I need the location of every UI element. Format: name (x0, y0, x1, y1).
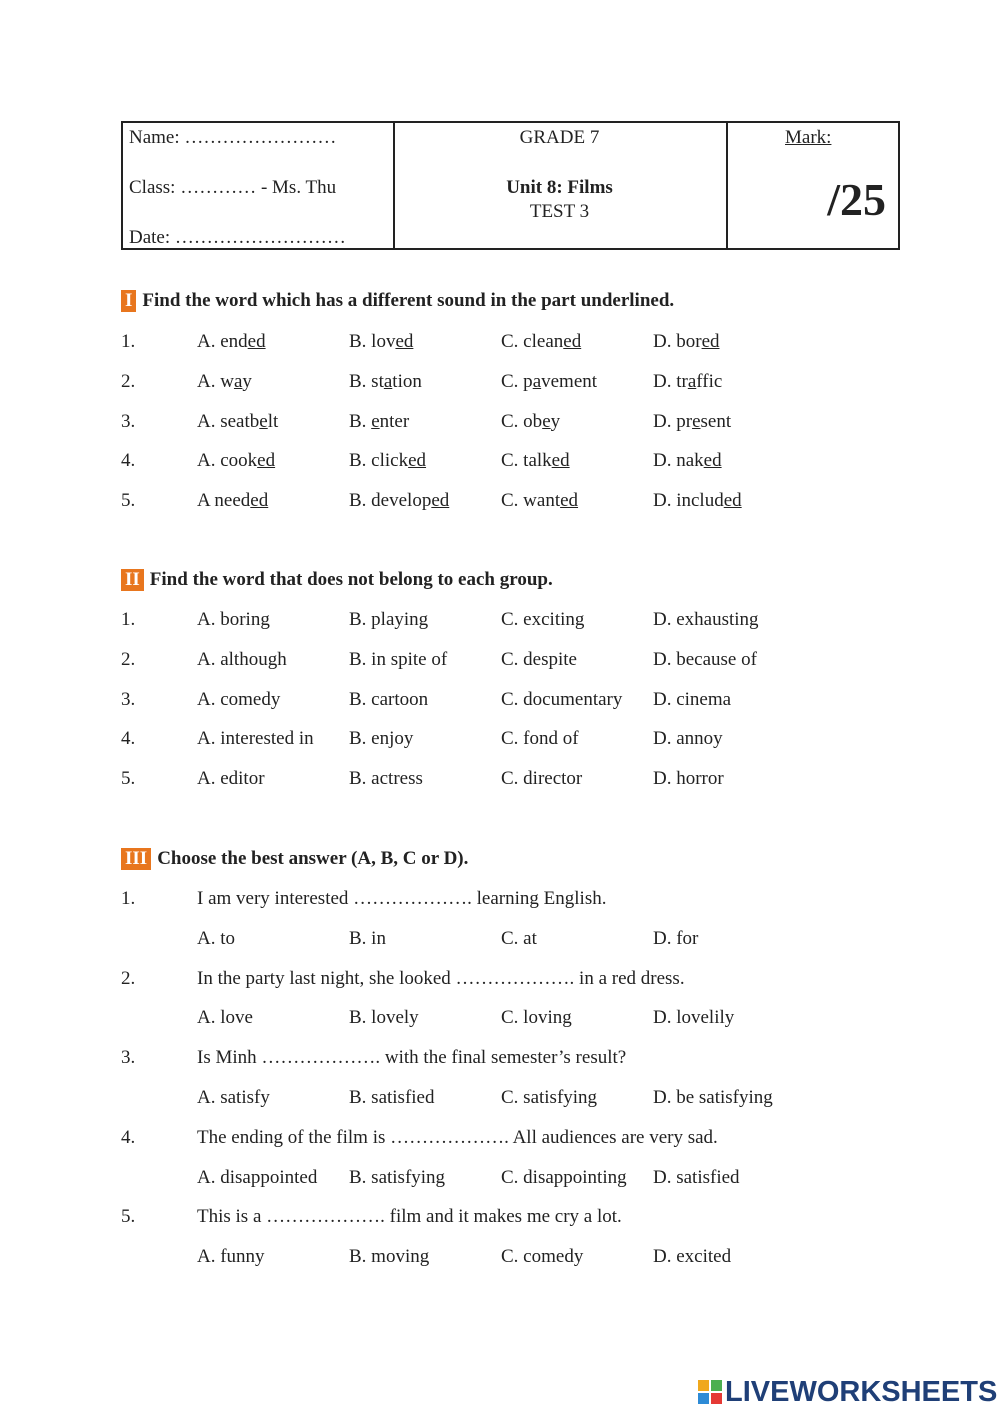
answer-option-a[interactable]: A. interested in (197, 728, 314, 750)
question-row (121, 331, 921, 357)
underlined-part: a (687, 370, 697, 392)
answer-option-b[interactable]: B. satisfied (349, 1087, 435, 1108)
section-1-badge: I (121, 290, 136, 312)
answer-option-c[interactable]: C. at (501, 927, 537, 949)
answer-option-b[interactable]: B. moving (349, 1246, 430, 1268)
underlined-part: ed (560, 490, 579, 512)
question-row (121, 411, 921, 437)
answer-option[interactable] (653, 331, 720, 353)
answer-option-a[interactable]: A. although (197, 648, 287, 670)
question-number: 4. (121, 450, 136, 472)
answer-option-d[interactable]: D. be satisfying (653, 1087, 773, 1108)
answer-option-d[interactable]: D. exhausting (653, 609, 759, 630)
option-text: B. click (349, 450, 409, 472)
answer-option[interactable] (197, 490, 268, 512)
mark-total: /25 (827, 174, 886, 225)
answer-option-c[interactable]: C. exciting (501, 609, 585, 630)
question-number: 5. (121, 1206, 136, 1228)
question-row (121, 728, 921, 754)
unit-title: Unit 8: Films (506, 177, 613, 198)
underlined-part: ed (703, 450, 722, 472)
answer-option-d[interactable]: D. excited (653, 1246, 732, 1268)
option-text: D. includ (653, 490, 724, 512)
underlined-part: e (371, 410, 380, 432)
answer-option[interactable] (501, 450, 570, 472)
option-text: tion (392, 370, 422, 392)
option-text: ffic (696, 370, 723, 392)
underlined-part: a (383, 370, 393, 392)
option-text: A. w (197, 370, 234, 392)
section-3-title (121, 848, 468, 870)
option-text: D. nak (653, 450, 704, 472)
mark-label: Mark: (785, 127, 832, 148)
answer-option-d[interactable]: D. because of (653, 648, 757, 670)
option-text: y (242, 370, 252, 392)
option-text: y (550, 410, 561, 432)
answer-option-b[interactable]: B. playing (349, 609, 429, 630)
question-row (121, 450, 921, 476)
answer-option-b[interactable]: B. cartoon (349, 688, 429, 710)
underlined-part: ed (395, 331, 414, 352)
answer-option-c[interactable]: C. loving (501, 1007, 572, 1029)
question-text: Is Minh ………………. with the final semester’s result? (197, 1047, 627, 1069)
logo-text: LIVEWORKSHEETS (725, 1375, 998, 1408)
answer-row (121, 1167, 921, 1193)
underlined-part: e (692, 410, 701, 432)
option-text: A need (197, 490, 251, 512)
question-number: 1. (121, 888, 136, 909)
answer-option-a[interactable]: A. boring (197, 609, 270, 630)
answer-option[interactable] (349, 331, 413, 353)
section-3-badge: III (121, 848, 151, 870)
option-text: B. lov (349, 331, 396, 352)
header-table (121, 121, 900, 250)
liveworksheets-logo-icon (698, 1380, 722, 1404)
underlined-part: ed (563, 331, 582, 352)
underlined-part: ed (551, 450, 570, 472)
option-text: lt (267, 410, 279, 432)
question-number: 3. (121, 410, 136, 432)
answer-option-d[interactable]: D. satisfied (653, 1166, 740, 1188)
answer-option[interactable] (349, 371, 422, 393)
question-row (121, 689, 921, 715)
option-text: C. clean (501, 331, 564, 352)
question-row (121, 1127, 921, 1153)
question-text: The ending of the film is ………………. All audiences are very sad. (197, 1126, 718, 1148)
question-number: 2. (121, 648, 136, 670)
option-text: C. want (501, 490, 561, 512)
underlined-part: e (259, 410, 268, 432)
answer-option-c[interactable]: C. documentary (501, 688, 623, 710)
option-text: C. talk (501, 450, 552, 472)
option-text: B. st (349, 370, 384, 392)
class-field[interactable]: Class: ………… - Ms. Thu (129, 177, 337, 198)
section-1-title (121, 290, 674, 312)
question-row (121, 649, 921, 675)
question-row (121, 609, 921, 635)
name-field[interactable]: Name: …………………… (129, 127, 337, 148)
answer-option-d[interactable]: D. for (653, 927, 699, 949)
question-number: 5. (121, 768, 136, 790)
answer-option[interactable] (349, 411, 409, 433)
answer-row (121, 928, 921, 954)
question-number: 5. (121, 490, 136, 512)
answer-option[interactable] (197, 450, 275, 472)
question-row (121, 768, 921, 794)
answer-option-b[interactable]: B. in (349, 927, 386, 949)
answer-option-d[interactable]: D. cinema (653, 688, 732, 710)
answer-option-a[interactable]: A. satisfy (197, 1087, 270, 1108)
option-text: C. p (501, 370, 533, 392)
option-text: B. (349, 410, 372, 432)
option-text: sent (700, 410, 732, 432)
question-number: 3. (121, 1047, 136, 1069)
question-text: In the party last night, she looked ………………. in a red dress. (197, 967, 685, 989)
student-info-cell (123, 123, 395, 248)
answer-option[interactable] (501, 490, 578, 512)
answer-option[interactable] (349, 490, 449, 512)
question-text: This is a ………………. film and it makes me cry a lot. (197, 1206, 622, 1228)
answer-row (121, 1007, 921, 1033)
answer-row (121, 1087, 921, 1113)
date-field[interactable]: Date: ……………………… (129, 227, 346, 248)
answer-option[interactable] (501, 331, 581, 353)
option-text: D. bor (653, 331, 702, 352)
option-text: B. develop (349, 490, 432, 512)
underlined-part: ed (431, 490, 450, 512)
option-text: nter (379, 410, 410, 432)
answer-option-c[interactable]: C. director (501, 768, 583, 790)
answer-option-a[interactable]: A. comedy (197, 688, 281, 710)
question-row (121, 1206, 921, 1232)
liveworksheets-logo (698, 1374, 997, 1410)
option-text: A. end (197, 331, 248, 352)
mark-cell (726, 123, 898, 248)
answer-option[interactable] (197, 371, 252, 393)
question-number: 4. (121, 1126, 136, 1148)
answer-option-d[interactable]: D. lovelily (653, 1007, 735, 1029)
underlined-part: ed (408, 450, 427, 472)
question-number: 2. (121, 967, 136, 989)
option-text: D. pr (653, 410, 693, 432)
question-number: 4. (121, 728, 136, 750)
question-row (121, 968, 921, 994)
answer-option-c[interactable]: C. fond of (501, 728, 579, 750)
question-row (121, 1047, 921, 1073)
underlined-part: e (542, 410, 551, 432)
underlined-part: ed (723, 490, 742, 512)
question-text: I am very interested ………………. learning English. (197, 888, 607, 909)
option-text: A. seatb (197, 410, 260, 432)
answer-option-d[interactable]: D. annoy (653, 728, 723, 750)
underlined-part: a (532, 370, 542, 392)
answer-option-a[interactable]: A. editor (197, 768, 265, 790)
underlined-part: ed (257, 450, 276, 472)
answer-option[interactable] (653, 411, 731, 433)
answer-option[interactable] (197, 331, 266, 353)
section-2-badge: II (121, 569, 144, 591)
option-text: vement (541, 370, 598, 392)
question-row (121, 490, 921, 516)
question-number: 1. (121, 331, 136, 352)
answer-option[interactable] (653, 450, 722, 472)
answer-option-c[interactable]: C. disappointing (501, 1166, 627, 1188)
question-number: 1. (121, 609, 136, 630)
question-number: 3. (121, 688, 136, 710)
underlined-part: ed (250, 490, 269, 512)
answer-option-c[interactable]: C. despite (501, 648, 577, 670)
option-text: C. ob (501, 410, 543, 432)
answer-option-a[interactable]: A. to (197, 927, 235, 949)
answer-option[interactable] (501, 411, 560, 433)
answer-option[interactable] (653, 371, 722, 393)
underlined-part: a (233, 370, 243, 392)
answer-option-b[interactable]: B. in spite of (349, 648, 448, 670)
answer-option-c[interactable]: C. comedy (501, 1246, 584, 1268)
answer-option[interactable] (501, 371, 597, 393)
answer-row (121, 1246, 921, 1272)
answer-option-b[interactable]: B. actress (349, 768, 423, 790)
section-2-instruction: Find the word that does not belong to each group. (149, 569, 553, 590)
question-number: 2. (121, 370, 136, 392)
answer-option-a[interactable]: A. funny (197, 1246, 265, 1268)
option-text: D. tr (653, 370, 688, 392)
answer-option-b[interactable]: B. enjoy (349, 728, 414, 750)
answer-option-b[interactable]: B. lovely (349, 1007, 419, 1029)
option-text: A. cook (197, 450, 258, 472)
answer-option-a[interactable]: A. love (197, 1007, 253, 1029)
test-info-cell (393, 123, 728, 248)
question-row (121, 888, 921, 914)
section-1-instruction: Find the word which has a different sound in the part underlined. (142, 290, 675, 311)
test-label: TEST 3 (529, 201, 590, 222)
section-3-instruction: Choose the best answer (A, B, C or D). (157, 848, 469, 869)
answer-option[interactable] (349, 450, 426, 472)
grade-label: GRADE 7 (519, 127, 600, 148)
underlined-part: ed (247, 331, 266, 352)
answer-option-c[interactable]: C. satisfying (501, 1087, 598, 1108)
answer-option[interactable] (197, 411, 278, 433)
question-row (121, 371, 921, 397)
answer-option-d[interactable]: D. horror (653, 768, 724, 790)
answer-option[interactable] (653, 490, 742, 512)
section-2-title (121, 569, 553, 591)
underlined-part: ed (701, 331, 720, 352)
answer-option-a[interactable]: A. disappointed (197, 1166, 318, 1188)
answer-option-b[interactable]: B. satisfying (349, 1166, 446, 1188)
